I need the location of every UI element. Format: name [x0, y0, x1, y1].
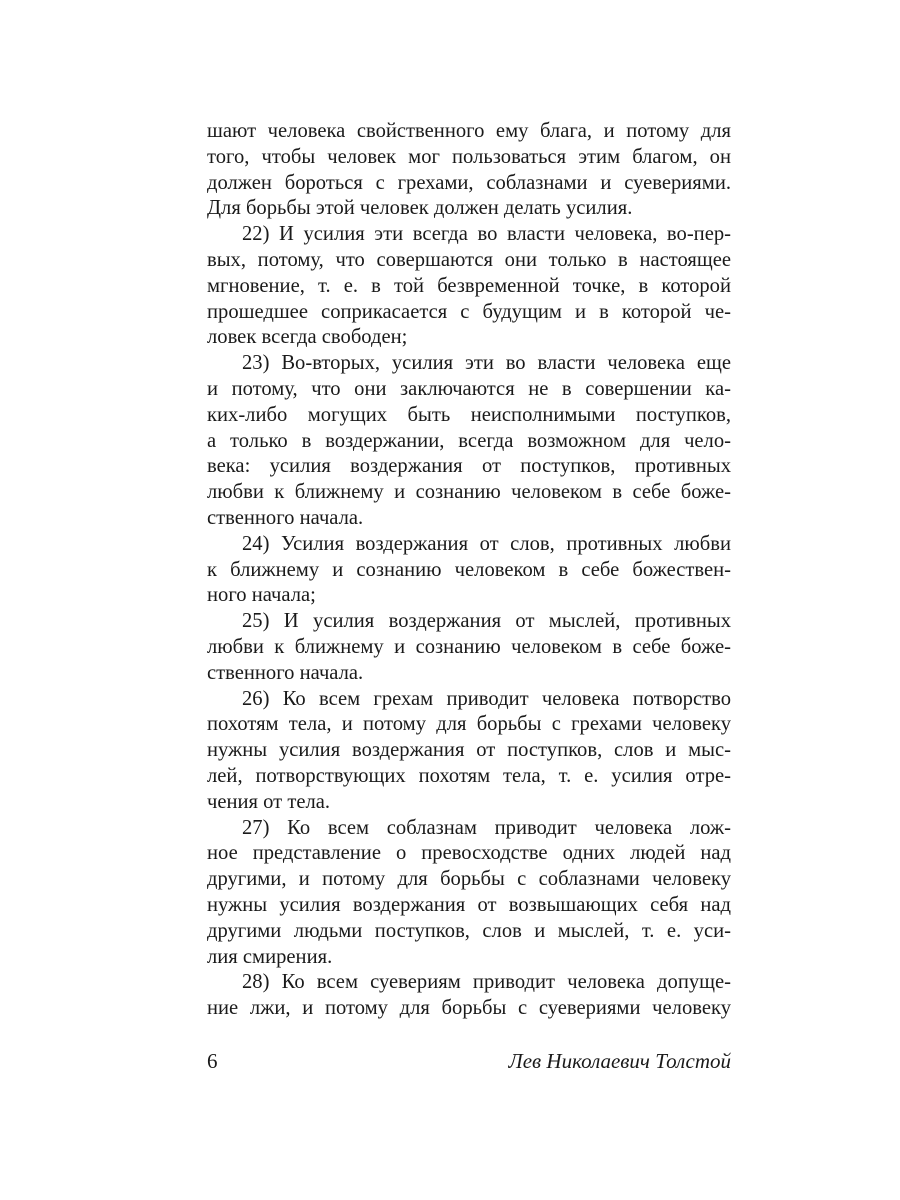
text-line: 27) Ко всем соблазнам приводит человека лож- — [242, 816, 731, 839]
text-line: Для борьбы этой человек должен делать усилия. — [207, 197, 633, 220]
text-line: похотям тела, и потому для борьбы с грехами человеку — [207, 713, 731, 736]
text-line: ственного начала. — [207, 506, 364, 529]
paragraph — [207, 532, 731, 609]
paragraph — [207, 970, 731, 1022]
page-number: 6 — [207, 1049, 218, 1073]
page-footer — [207, 1049, 731, 1079]
text-line: 24) Усилия воздержания от слов, противных любви — [242, 532, 731, 555]
text-line: мгновение, т. е. в той безвременной точке, в которой — [207, 274, 731, 297]
text-line: другими, и потому для борьбы с соблазнами человеку — [207, 868, 731, 891]
running-footer-author: Лев Николаевич Толстой — [508, 1049, 731, 1073]
text-line: шают человека свойственного ему блага, и потому для — [207, 120, 731, 142]
text-line: нужны усилия воздержания от возвышающих себя над — [207, 893, 731, 916]
text-line: должен бороться с грехами, соблазнами и суевериями. — [207, 171, 731, 194]
text-line: 22) И усилия эти всегда во власти человека, во-пер- — [242, 223, 731, 246]
paragraph — [207, 119, 731, 222]
paragraph — [207, 816, 731, 971]
text-line: вых, потому, что совершаются они только в настоящее — [207, 248, 731, 271]
text-line: века: усилия воздержания от поступков, противных — [207, 455, 731, 478]
text-line: нужны усилия воздержания от поступков, слов и мыс- — [207, 739, 731, 762]
paragraph — [207, 222, 731, 351]
text-line: ние лжи, и потому для борьбы с суевериями человеку — [207, 997, 731, 1020]
text-line: ное представление о превосходстве одних людей над — [207, 842, 731, 865]
text-line: 25) И усилия воздержания от мыслей, противных — [242, 610, 731, 633]
text-line: 28) Ко всем суевериям приводит человека допуще- — [242, 971, 731, 994]
text-line: а только в воздержании, всегда возможном для чело- — [207, 429, 731, 452]
text-line: ного начала; — [207, 584, 316, 607]
text-line: ловек всегда свободен; — [207, 326, 408, 349]
text-line: 23) Во-вторых, усилия эти во власти человека еще — [242, 352, 731, 375]
text-line: и потому, что они заключаются не в совершении ка- — [207, 377, 731, 400]
text-line: того, чтобы человек мог пользоваться этим благом, он — [207, 145, 731, 168]
text-line: 26) Ко всем грехам приводит человека потворство — [242, 687, 731, 710]
text-line: чения от тела. — [207, 790, 331, 813]
paragraph — [207, 687, 731, 816]
text-line: ственного начала. — [207, 661, 364, 684]
text-line: любви к ближнему и сознанию человеком в себе боже- — [207, 635, 731, 658]
text-line: другими людьми поступков, слов и мыслей, т. е. уси- — [207, 919, 731, 942]
paragraph — [207, 609, 731, 686]
text-line: к ближнему и сознанию человеком в себе божествен- — [207, 558, 731, 581]
text-line: любви к ближнему и сознанию человеком в себе боже- — [207, 481, 731, 504]
text-line: прошедшее соприкасается с будущим и в которой че- — [207, 300, 731, 323]
body-text — [207, 119, 731, 1022]
text-line: ких-либо могущих быть неисполнимыми поступков, — [207, 403, 731, 426]
text-line: лия смирения. — [207, 945, 333, 968]
paragraph — [207, 351, 731, 532]
text-line: лей, потворствующих похотям тела, т. е. усилия отре- — [207, 764, 731, 787]
